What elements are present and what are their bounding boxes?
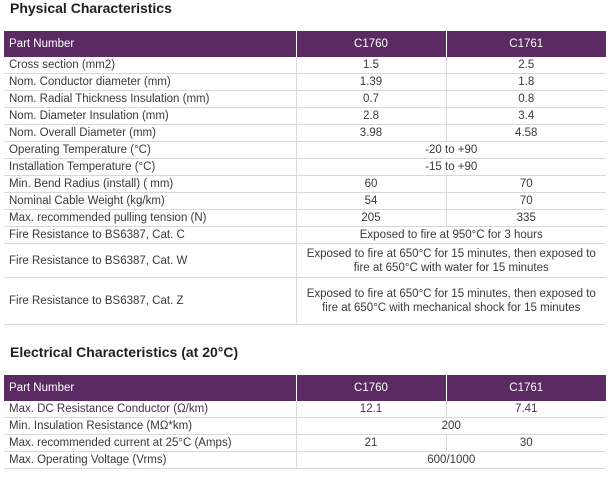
electrical-characteristics-table — [4, 375, 606, 469]
row-label: Cross section (mm2) — [4, 57, 296, 74]
row-label: Nom. Radial Thickness Insulation (mm) — [4, 91, 296, 108]
value-c1761: 1.8 — [446, 74, 606, 91]
table-row — [4, 244, 606, 278]
table-row — [4, 74, 606, 91]
table-row — [4, 142, 606, 159]
physical-characteristics-table — [4, 31, 606, 325]
row-label: Max. recommended pulling tension (N) — [4, 210, 296, 227]
value-c1760: 60 — [296, 176, 446, 193]
value-c1761: 2.5 — [446, 57, 606, 74]
row-label: Nominal Cable Weight (kg/km) — [4, 193, 296, 210]
row-label: Fire Resistance to BS6387, Cat. C — [4, 227, 296, 244]
table-row — [4, 418, 606, 435]
value-c1761: 7.41 — [446, 401, 606, 418]
table-row — [4, 227, 606, 244]
value-c1760: 205 — [296, 210, 446, 227]
value-c1761: 70 — [446, 193, 606, 210]
row-label: Operating Temperature (°C) — [4, 142, 296, 159]
value-c1761: 70 — [446, 176, 606, 193]
value-c1760: 54 — [296, 193, 446, 210]
part-c1760-header: C1760 — [296, 31, 446, 57]
row-label: Max. DC Resistance Conductor (Ω/km) — [4, 401, 296, 418]
value-shared: Exposed to fire at 650°C for 15 minutes, then exposed to fire at 650°C with mechanical shock for 15 minutes — [296, 278, 606, 325]
value-shared: Exposed to fire at 650°C for 15 minutes, then exposed to fire at 650°C with water for 15 minutes — [296, 244, 606, 278]
value-c1760: 2.8 — [296, 108, 446, 125]
value-shared: Exposed to fire at 950°C for 3 hours — [296, 227, 606, 244]
part-c1760-header: C1760 — [296, 375, 446, 401]
row-label: Max. Operating Voltage (Vrms) — [4, 452, 296, 469]
electrical-section-title: Electrical Characteristics (at 20°C) — [10, 344, 239, 360]
table-row — [4, 435, 606, 452]
table-row — [4, 401, 606, 418]
table-row — [4, 193, 606, 210]
table-header-row — [4, 375, 606, 401]
value-c1760: 1.5 — [296, 57, 446, 74]
value-c1761: 335 — [446, 210, 606, 227]
value-c1760: 3.98 — [296, 125, 446, 142]
row-label: Fire Resistance to BS6387, Cat. Z — [4, 278, 296, 325]
value-shared: -20 to +90 — [296, 142, 606, 159]
table-row — [4, 176, 606, 193]
table-row — [4, 57, 606, 74]
value-c1760: 21 — [296, 435, 446, 452]
value-c1761: 3.4 — [446, 108, 606, 125]
row-label: Nom. Conductor diameter (mm) — [4, 74, 296, 91]
value-c1761: 30 — [446, 435, 606, 452]
value-c1760: 1.39 — [296, 74, 446, 91]
part-c1761-header: C1761 — [446, 31, 606, 57]
table-row — [4, 278, 606, 325]
table-header-row — [4, 31, 606, 57]
table-row — [4, 125, 606, 142]
value-shared: -15 to +90 — [296, 159, 606, 176]
value-c1761: 4.58 — [446, 125, 606, 142]
part-number-header: Part Number — [4, 31, 296, 57]
part-number-header: Part Number — [4, 375, 296, 401]
row-label: Nom. Overall Diameter (mm) — [4, 125, 296, 142]
part-c1761-header: C1761 — [446, 375, 606, 401]
row-label: Min. Insulation Resistance (MΩ*km) — [4, 418, 296, 435]
value-c1760: 0.7 — [296, 91, 446, 108]
row-label: Installation Temperature (°C) — [4, 159, 296, 176]
table-row — [4, 108, 606, 125]
value-c1760: 12.1 — [296, 401, 446, 418]
physical-section-title: Physical Characteristics — [10, 0, 172, 16]
value-c1761: 0.8 — [446, 91, 606, 108]
value-shared: 200 — [296, 418, 606, 435]
row-label: Nom. Diameter Insulation (mm) — [4, 108, 296, 125]
table-row — [4, 91, 606, 108]
row-label: Max. recommended current at 25°C (Amps) — [4, 435, 296, 452]
value-shared: 600/1000 — [296, 452, 606, 469]
row-label: Fire Resistance to BS6387, Cat. W — [4, 244, 296, 278]
table-row — [4, 210, 606, 227]
table-row — [4, 452, 606, 469]
row-label: Min. Bend Radius (install) ( mm) — [4, 176, 296, 193]
table-row — [4, 159, 606, 176]
